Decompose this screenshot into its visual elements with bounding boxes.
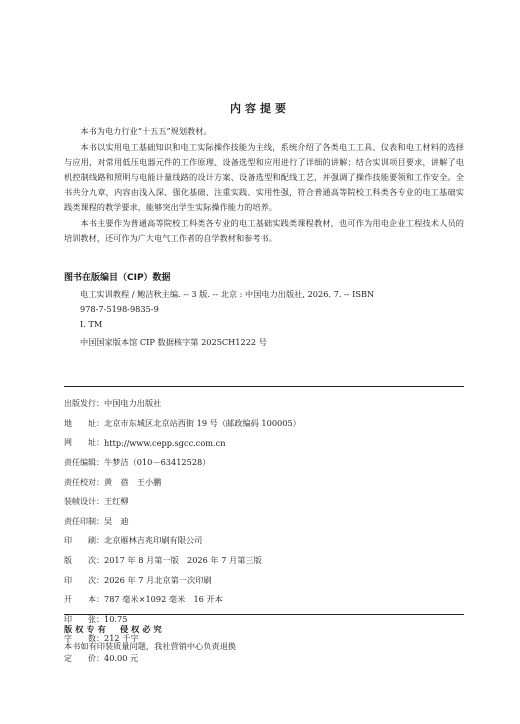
pub-row [64, 551, 464, 571]
pub-value: 212 千字 [104, 633, 139, 644]
cip-line: Ⅰ. TM [80, 319, 103, 329]
pub-row [64, 472, 464, 492]
pub-row [64, 433, 464, 453]
rights-notice: 本书如有印装质量问题，我社营销中心负责退换 [64, 641, 236, 651]
pub-value: 北京市东城区北京站西街 19 号（邮政编码 100005） [104, 417, 301, 428]
pub-row [64, 414, 464, 434]
pub-row [64, 531, 464, 551]
pub-label: 字 数： [64, 634, 104, 644]
pub-value: 王红柳 [104, 496, 129, 507]
pub-value: 787 毫米×1092 毫米 16 开本 [104, 594, 223, 605]
summary-paragraph: 本书为电力行业“十五五”规划教材。 [80, 126, 212, 136]
pub-label: 责任编辑： [64, 458, 104, 468]
pub-label: 责任校对： [64, 477, 104, 487]
rights-heading: 版权专有 侵权必究 [64, 624, 165, 634]
divider [64, 614, 464, 615]
pub-value: 牛梦洁（010－63412528） [104, 457, 211, 468]
summary-body [64, 124, 464, 247]
pub-value: 黄 蓓 王小鹏 [104, 476, 162, 487]
pub-label: 装帧设计： [64, 497, 104, 507]
pub-label: 印 刷： [64, 536, 104, 546]
summary-title: 内容提要 [230, 102, 290, 115]
pub-label: 出版发行： [64, 399, 104, 409]
summary-paragraph: 本书主要作为普通高等院校工科类各专业的电工基础实践类课程教材，也可作为用电企业工程技术人员的培训教材，还可作为广大电气工作者的自学教材和参考书。 [64, 218, 464, 243]
pub-label: 版 次： [64, 556, 104, 566]
pub-value: 北京雁林吉兆印刷有限公司 [104, 535, 203, 546]
pub-value: 40.00 元 [104, 653, 139, 664]
pub-label: 责任印制： [64, 516, 104, 526]
pub-label: 地 址： [64, 418, 104, 428]
pub-label: 印 张： [64, 614, 104, 624]
pub-value: 2026 年 7 月北京第一次印刷 [104, 574, 212, 585]
cip-number: 中国国家版本馆 CIP 数据核字第 2025CH1222 号 [80, 337, 267, 347]
pub-value: 吴 迪 [104, 515, 129, 526]
pub-label: 开 本： [64, 595, 104, 605]
cip-block [80, 287, 465, 332]
pub-row [64, 590, 464, 610]
pub-row [64, 570, 464, 590]
cip-line: 978-7-5198-9835-9 [80, 304, 159, 314]
pub-row [64, 512, 464, 532]
pub-value: http://www.cepp.sgcc.com.cn [104, 437, 226, 448]
summary-paragraph: 本书以实用电工基础知识和电工实际操作技能为主线，系统介绍了各类电工工具、仪表和电工材料的选择与应用，对常用低压电器元件的工作原理、设备选型和应用进行了详细的讲解；结合实训项目要求，讲解了电机控制线路和照明与电能计量线路的设计方案、设备选型和配线工艺，并强调了操作技能要领和工作安全。全书共分九章，内容由浅入深、强化基础、注重实践、实用性强，符合普通高等院校工科类各专业的电工基础实践类课程的教学要求，能够突出学生实际操作能力的培养。 [64, 142, 464, 212]
pub-label: 定 价： [64, 654, 104, 664]
rights-block [64, 624, 236, 652]
pub-value: 中国电力出版社 [104, 398, 162, 409]
pub-row [64, 453, 464, 473]
pub-label: 印 次： [64, 575, 104, 585]
cip-line: 电工实训教程 / 鲍洁秋主编. -- 3 版. -- 北京 : 中国电力出版社, 2026. 7. -- ISBN [80, 289, 375, 299]
pub-row [64, 394, 464, 414]
pub-label: 网 址： [64, 438, 104, 448]
pub-row [64, 492, 464, 512]
pub-value: 10.75 [104, 614, 128, 625]
divider [64, 386, 464, 387]
pub-value: 2017 年 8 月第一版 2026 年 7 月第三版 [104, 555, 262, 566]
cip-title: 图书在版编目（CIP）数据 [64, 273, 171, 283]
